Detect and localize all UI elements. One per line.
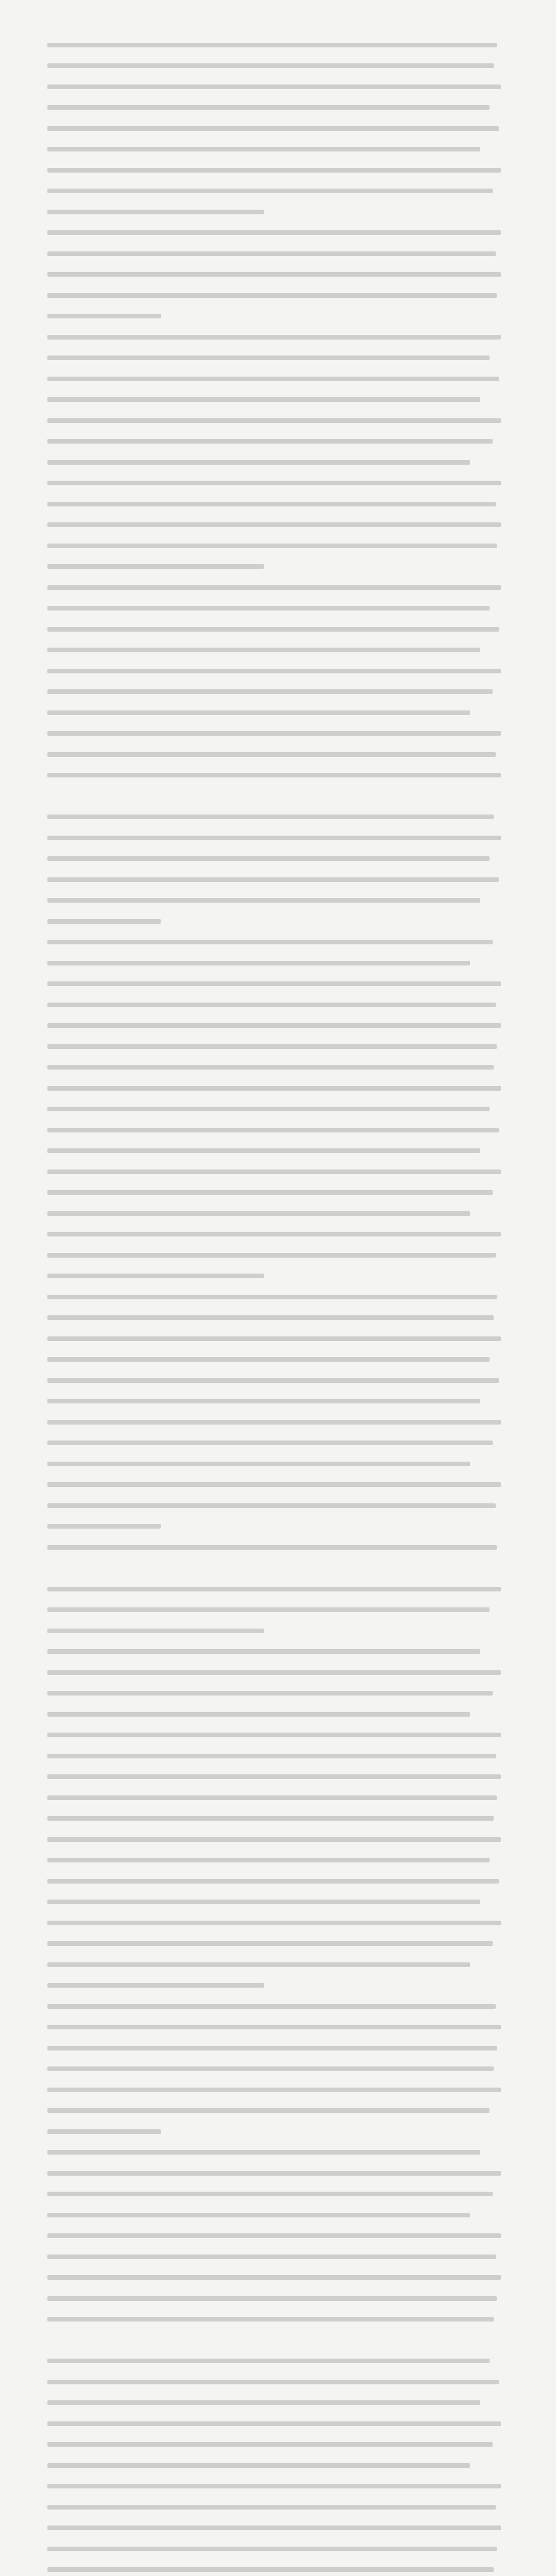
text-line-placeholder bbox=[47, 1774, 501, 1779]
text-line-placeholder bbox=[47, 773, 501, 777]
text-line-placeholder bbox=[47, 251, 496, 256]
text-line-placeholder bbox=[47, 731, 501, 736]
text-line-placeholder bbox=[47, 43, 497, 47]
text-line-placeholder bbox=[47, 293, 497, 298]
text-line-placeholder bbox=[47, 1440, 493, 1445]
text-line-placeholder bbox=[47, 1107, 490, 1111]
text-line-placeholder bbox=[47, 272, 501, 277]
text-line-placeholder bbox=[47, 1357, 490, 1362]
text-line-placeholder bbox=[47, 84, 501, 89]
text-line-placeholder bbox=[47, 2463, 470, 2468]
text-line-placeholder bbox=[47, 2171, 501, 2176]
text-line-placeholder bbox=[47, 1879, 499, 1884]
text-line-placeholder bbox=[47, 1003, 496, 1007]
text-line-placeholder bbox=[47, 836, 501, 840]
text-line-placeholder bbox=[47, 1524, 161, 1529]
text-line-placeholder bbox=[47, 1399, 480, 1403]
text-line-placeholder bbox=[47, 877, 499, 882]
text-line-placeholder bbox=[47, 1795, 497, 1800]
text-line-placeholder bbox=[47, 397, 480, 402]
text-line-placeholder bbox=[47, 1607, 490, 1612]
text-line-placeholder bbox=[47, 230, 501, 235]
text-line-placeholder bbox=[47, 1232, 501, 1236]
text-line-placeholder bbox=[47, 627, 499, 632]
text-line-placeholder bbox=[47, 2296, 497, 2301]
text-line-placeholder bbox=[47, 648, 480, 652]
text-line-placeholder bbox=[47, 1336, 501, 1341]
text-line-placeholder bbox=[47, 1420, 501, 1425]
text-line-placeholder bbox=[47, 1378, 499, 1383]
text-line-placeholder bbox=[47, 1983, 264, 1988]
text-line-placeholder bbox=[47, 981, 501, 986]
text-line-placeholder bbox=[47, 335, 501, 340]
text-line-placeholder bbox=[47, 1190, 493, 1195]
text-line-placeholder bbox=[47, 1023, 501, 1028]
text-line-placeholder bbox=[47, 1754, 496, 1758]
text-line-placeholder bbox=[47, 2421, 501, 2426]
text-line-placeholder bbox=[47, 1148, 480, 1153]
text-line-placeholder bbox=[47, 502, 496, 506]
text-line-placeholder bbox=[47, 126, 499, 131]
text-line-placeholder bbox=[47, 815, 494, 819]
text-line-placeholder bbox=[47, 481, 501, 485]
text-line-placeholder bbox=[47, 168, 501, 173]
text-line-placeholder bbox=[47, 1962, 470, 1967]
text-line-placeholder bbox=[47, 2046, 497, 2050]
text-line-placeholder bbox=[47, 1816, 494, 1821]
text-line-placeholder bbox=[47, 2526, 501, 2530]
text-line-placeholder bbox=[47, 2400, 480, 2405]
text-line-placeholder bbox=[47, 606, 490, 611]
text-line-placeholder bbox=[47, 1253, 496, 1258]
text-line-placeholder bbox=[47, 669, 501, 673]
text-line-placeholder bbox=[47, 1128, 499, 1132]
text-line-placeholder bbox=[47, 1274, 264, 1278]
text-line-placeholder bbox=[47, 2192, 493, 2196]
text-line-placeholder bbox=[47, 1065, 494, 1070]
text-line-placeholder bbox=[47, 1858, 490, 1862]
text-line-placeholder bbox=[47, 2255, 496, 2259]
text-line-placeholder bbox=[47, 1086, 501, 1091]
text-line-placeholder bbox=[47, 314, 161, 318]
text-line-placeholder bbox=[47, 2108, 490, 2113]
text-line-placeholder bbox=[47, 940, 493, 944]
text-line-placeholder bbox=[47, 1941, 493, 1946]
text-line-placeholder bbox=[47, 1044, 497, 1049]
text-line-placeholder bbox=[47, 2233, 501, 2238]
text-line-placeholder bbox=[47, 1733, 501, 1737]
text-line-placeholder bbox=[47, 1921, 501, 1925]
text-line-placeholder bbox=[47, 1545, 497, 1550]
text-line-placeholder bbox=[47, 355, 490, 360]
text-line-placeholder bbox=[47, 919, 161, 924]
text-line-placeholder bbox=[47, 1503, 496, 1508]
text-line-placeholder bbox=[47, 2004, 496, 2009]
text-line-placeholder bbox=[47, 856, 490, 861]
text-line-placeholder bbox=[47, 2275, 501, 2280]
text-line-placeholder bbox=[47, 752, 496, 757]
text-line-placeholder bbox=[47, 1837, 501, 1842]
text-line-placeholder bbox=[47, 1170, 501, 1174]
text-line-placeholder bbox=[47, 1482, 501, 1487]
text-line-placeholder bbox=[47, 2484, 501, 2488]
text-line-placeholder bbox=[47, 689, 493, 694]
text-line-placeholder bbox=[47, 2442, 493, 2447]
text-line-placeholder bbox=[47, 2317, 494, 2321]
text-line-placeholder bbox=[47, 2088, 501, 2092]
text-line-placeholder bbox=[47, 1670, 501, 1675]
text-line-placeholder bbox=[47, 2567, 494, 2572]
text-line-placeholder bbox=[47, 1712, 470, 1717]
text-line-placeholder bbox=[47, 439, 493, 444]
text-line-placeholder bbox=[47, 2066, 494, 2071]
text-line-placeholder bbox=[47, 2150, 480, 2155]
text-line-placeholder bbox=[47, 1315, 494, 1320]
text-line-placeholder bbox=[47, 1691, 493, 1696]
text-line-placeholder bbox=[47, 1295, 497, 1299]
text-line-placeholder bbox=[47, 105, 490, 110]
text-line-placeholder bbox=[47, 2505, 496, 2510]
text-line-placeholder bbox=[47, 961, 470, 965]
text-line-placeholder bbox=[47, 1629, 264, 1633]
text-line-placeholder bbox=[47, 418, 501, 423]
text-line-placeholder bbox=[47, 544, 497, 548]
text-line-placeholder bbox=[47, 189, 493, 193]
text-line-placeholder bbox=[47, 522, 501, 527]
text-line-placeholder bbox=[47, 1211, 470, 1216]
text-line-placeholder bbox=[47, 377, 499, 381]
text-line-placeholder bbox=[47, 2380, 499, 2384]
text-line-placeholder bbox=[47, 2129, 161, 2134]
text-line-placeholder bbox=[47, 898, 480, 903]
text-line-placeholder bbox=[47, 1462, 470, 1466]
text-line-placeholder bbox=[47, 2359, 490, 2363]
text-line-placeholder bbox=[47, 1900, 480, 1904]
text-line-placeholder bbox=[47, 564, 264, 569]
text-line-placeholder bbox=[47, 210, 264, 214]
text-line-placeholder bbox=[47, 710, 470, 715]
text-line-placeholder bbox=[47, 2547, 497, 2551]
text-line-placeholder bbox=[47, 1587, 501, 1591]
text-line-placeholder bbox=[47, 1649, 480, 1654]
text-line-placeholder bbox=[47, 63, 494, 68]
text-line-placeholder bbox=[47, 147, 480, 151]
text-line-placeholder bbox=[47, 2213, 470, 2217]
text-line-placeholder bbox=[47, 585, 501, 590]
text-line-placeholder bbox=[47, 2025, 501, 2029]
text-line-placeholder bbox=[47, 460, 470, 465]
